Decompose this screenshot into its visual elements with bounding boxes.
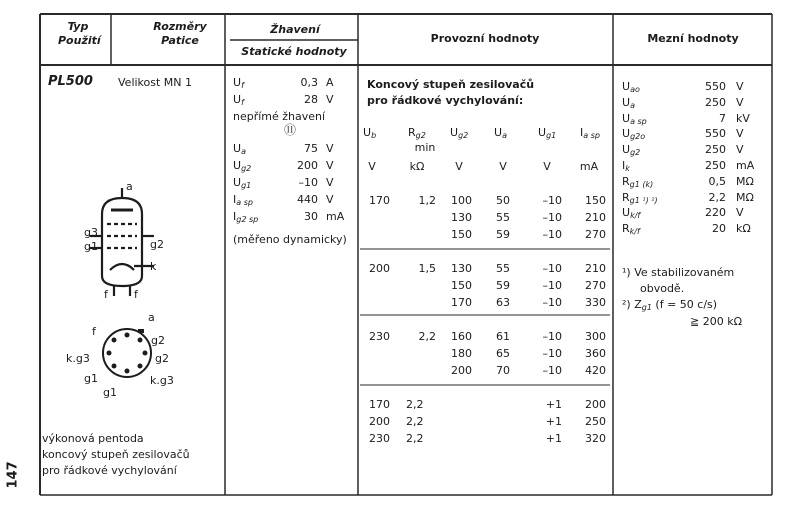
symbol-label-f1: f [104, 288, 108, 301]
socket-label-kg3-left: k.g3 [66, 352, 90, 365]
header-staticke: Statické hodnoty [241, 45, 347, 58]
op-header-rg2 [408, 126, 426, 139]
limit-symbol-letter: I [622, 159, 626, 172]
op-header-letter: I [580, 126, 584, 139]
op-cell-ug1: –10 [542, 364, 562, 377]
op-cell-ug2: 180 [451, 347, 472, 360]
op-header-ug2 [450, 126, 468, 139]
socket-label-g2-right: g2 [155, 352, 169, 365]
limits-note2-value: ≧ 200 kΩ [690, 315, 742, 328]
op-cell-ia: 300 [585, 330, 606, 343]
static-symbol-subscript: g2 [241, 164, 252, 173]
limit-unit: kV [736, 111, 750, 125]
heating-unit: A [326, 76, 334, 89]
limit-symbol-subscript: g1 ¹) ²) [629, 195, 658, 205]
static-unit: V [326, 176, 334, 189]
op-header-subscript: a [502, 131, 507, 140]
limit-symbol-letter: U [622, 143, 631, 157]
limit-symbol-subscript: a [630, 100, 635, 110]
limit-value: 550 [705, 127, 726, 141]
op-cell-ub: 170 [369, 194, 390, 207]
header-provozni: Provozní hodnoty [430, 32, 540, 45]
tube-description-1: výkonová pentoda [42, 432, 144, 445]
op-cell-last-ug1: +1 [545, 432, 562, 445]
op-cell-ua: 61 [496, 330, 510, 343]
limit-value: 0,5 [708, 174, 726, 188]
limit-unit: V [736, 143, 744, 157]
op-cell-rg2: 1,5 [418, 262, 436, 275]
limit-symbol [622, 159, 630, 172]
limit-unit: kΩ [736, 222, 751, 236]
op-cell-ug1: –10 [542, 211, 562, 224]
op-cell-rg2: 1,2 [418, 194, 436, 207]
op-header-letter: U [450, 126, 459, 139]
header-zhaveni: Žhavení [270, 23, 320, 36]
static-symbol [233, 159, 251, 172]
op-cell-last-ug1: +1 [545, 415, 562, 428]
static-value: 200 [297, 159, 318, 172]
op-cell-last-rg2: 2,2 [406, 432, 424, 445]
op-cell-ub: 230 [369, 330, 390, 343]
limit-value: 250 [705, 143, 726, 157]
heating-symbol [233, 76, 244, 89]
heating-value: 28 [304, 93, 318, 106]
op-cell-ia: 210 [585, 262, 606, 275]
op-cell-ug1: –10 [542, 228, 562, 241]
header-typ: Typ [67, 20, 89, 33]
op-header-letter: U [494, 126, 503, 139]
op-header-rg2-min: min [414, 141, 436, 154]
static-unit: V [326, 142, 334, 155]
op-header-letter: R [408, 126, 416, 139]
op-cell-ug1: –10 [542, 262, 562, 275]
static-symbol-subscript: a sp [236, 198, 253, 207]
op-cell-ug2: 200 [451, 364, 472, 377]
limit-symbol-letter: U [622, 80, 631, 93]
socket-label-g1: g1 [84, 372, 98, 385]
symbol-label-g3: g3 [84, 226, 98, 239]
tube-description-3: pro řádkové vychylování [42, 464, 177, 477]
operating-title-2: pro řádkové vychylování: [367, 94, 524, 107]
limit-value: 550 [705, 80, 726, 93]
op-cell-ub: 200 [369, 262, 390, 275]
heating-symbol-subscript: f [241, 98, 244, 107]
static-symbol [233, 176, 251, 189]
limit-symbol-letter: U [622, 111, 631, 125]
op-cell-ia: 330 [585, 296, 606, 309]
limit-value: 250 [705, 95, 726, 109]
limit-symbol [622, 96, 635, 109]
static-symbol-letter: U [233, 176, 242, 189]
op-cell-last-ub: 170 [369, 398, 390, 411]
static-symbol [233, 142, 246, 155]
heating-note: nepřímé žhavení [233, 110, 326, 123]
tube-description-2: koncový stupeň zesilovačů [42, 448, 190, 461]
op-cell-last-ug1: +1 [545, 398, 562, 411]
socket-label-a: a [148, 311, 155, 324]
limit-unit: V [736, 127, 744, 141]
heating-symbol [233, 93, 244, 106]
static-value: 75 [304, 142, 318, 155]
static-symbol-subscript: a [241, 147, 246, 156]
limit-symbol-letter: U [622, 206, 631, 220]
op-cell-ia: 210 [585, 211, 606, 224]
limits-note2 [622, 298, 717, 311]
header-pouziti: Použití [58, 34, 101, 47]
limit-symbol [622, 206, 640, 219]
op-cell-ia: 150 [585, 194, 606, 207]
op-cell-last-rg2: 2,2 [406, 398, 424, 411]
op-cell-last-ia: 200 [585, 398, 606, 411]
op-header-letter: U [538, 126, 547, 139]
limit-symbol-subscript: k [625, 164, 630, 173]
heating-symbol-letter: U [233, 93, 242, 106]
op-cell-ug2: 170 [451, 296, 472, 309]
note2-prefix: ²) Z [622, 298, 642, 311]
op-header-letter: U [363, 126, 372, 139]
heating-symbol-letter: U [233, 76, 242, 89]
op-cell-ua: 55 [496, 262, 510, 275]
op-cell-ua: 65 [496, 347, 510, 360]
static-symbol [233, 193, 253, 206]
heating-mark: ⑪ [284, 123, 297, 137]
static-unit: mA [326, 210, 345, 223]
limit-unit: mA [736, 159, 755, 172]
limit-symbol-subscript: g1 (k) [629, 179, 654, 189]
heating-value: 0,3 [300, 76, 318, 89]
limit-symbol-letter: R [622, 222, 630, 236]
op-unit-ug2: V [455, 160, 463, 173]
limit-symbol-subscript: k/f [629, 227, 640, 237]
op-cell-ia: 270 [585, 279, 606, 292]
op-cell-ug2: 100 [451, 194, 472, 207]
limit-value: 20 [712, 222, 726, 236]
limit-value: 250 [705, 159, 726, 172]
limit-symbol [622, 175, 653, 188]
limit-symbol-letter: U [622, 95, 631, 109]
op-header-subscript: b [371, 131, 377, 140]
op-unit-ub: V [368, 160, 376, 173]
op-cell-last-ia: 320 [585, 432, 606, 445]
static-unit: V [326, 159, 334, 172]
op-header-ug1 [538, 126, 556, 139]
limit-value: 2,2 [708, 190, 726, 204]
limit-symbol-subscript: g2o [630, 132, 646, 142]
op-unit-rg2: kΩ [409, 160, 425, 173]
limit-symbol [622, 80, 640, 93]
op-header-ua [494, 126, 507, 139]
limit-symbol-subscript: ao [630, 85, 640, 94]
op-cell-ug2: 150 [451, 279, 472, 292]
limit-unit: V [736, 95, 744, 109]
static-value: 440 [297, 193, 318, 206]
operating-title-1: Koncový stupeň zesilovačů [367, 78, 535, 91]
static-symbol-letter: I [233, 193, 237, 206]
op-header-subscript: a sp [583, 131, 600, 140]
op-cell-ug2: 150 [451, 228, 472, 241]
static-value: –10 [298, 176, 318, 189]
op-cell-ua: 50 [496, 194, 510, 207]
heating-symbol-subscript: f [241, 81, 244, 90]
limit-unit: MΩ [736, 174, 754, 188]
op-header-ia [580, 126, 600, 139]
limit-symbol-letter: R [622, 190, 630, 204]
symbol-label-f2: f [134, 288, 138, 301]
op-header-subscript: g2 [458, 131, 469, 140]
limit-symbol [622, 143, 640, 156]
static-symbol [233, 210, 258, 223]
op-cell-ia: 270 [585, 228, 606, 241]
op-cell-ug1: –10 [542, 279, 562, 292]
op-cell-ug1: –10 [542, 296, 562, 309]
static-unit: V [326, 193, 334, 206]
op-unit-ua: V [499, 160, 507, 173]
op-cell-ua: 59 [496, 228, 510, 241]
page-number: 147 [5, 461, 21, 489]
op-cell-last-rg2: 2,2 [406, 415, 424, 428]
limit-unit: V [736, 206, 744, 220]
socket-label-g2: g2 [151, 334, 165, 347]
limit-symbol [622, 222, 640, 235]
tube-size: Velikost MN 1 [118, 76, 193, 89]
socket-diagram [97, 323, 157, 383]
static-symbol-letter: U [233, 142, 242, 155]
symbol-label-a: a [126, 180, 133, 193]
header-patice: Patice [161, 34, 199, 47]
static-symbol-subscript: g2 sp [236, 215, 259, 224]
limit-unit: MΩ [736, 190, 754, 204]
symbol-label-g2: g2 [150, 238, 164, 251]
op-header-subscript: g1 [546, 131, 557, 140]
op-cell-ia: 420 [585, 364, 606, 377]
tube-type: PL500 [48, 74, 93, 89]
op-cell-ua: 70 [496, 364, 510, 377]
op-cell-ug1: –10 [542, 194, 562, 207]
op-cell-ug2: 130 [451, 211, 472, 224]
op-cell-ua: 63 [496, 296, 510, 309]
limit-symbol-subscript: g2 [630, 148, 641, 158]
op-header-ub [363, 126, 376, 139]
op-cell-ug1: –10 [542, 330, 562, 343]
limits-note1-line1: ¹) Ve stabilizovaném [622, 266, 735, 279]
note2-suffix: (f = 50 c/s) [655, 298, 718, 311]
op-header-subscript: g2 [415, 131, 426, 140]
socket-label-kg3-right: k.g3 [150, 374, 174, 387]
static-value: 30 [304, 210, 318, 223]
limit-symbol-letter: U [622, 127, 631, 141]
limit-symbol [622, 191, 658, 204]
op-cell-rg2: 2,2 [418, 330, 436, 343]
limit-value: 220 [705, 206, 726, 220]
limit-symbol [622, 112, 647, 125]
limit-symbol-letter: R [622, 174, 630, 188]
limits-note1-line2: obvodě. [640, 282, 685, 295]
op-cell-ug2: 130 [451, 262, 472, 275]
limit-unit: V [736, 80, 744, 93]
op-unit-ug1: V [543, 160, 551, 173]
socket-label-f: f [92, 325, 96, 338]
symbol-label-k: k [150, 260, 157, 273]
heating-unit: V [326, 93, 334, 106]
op-cell-last-ub: 200 [369, 415, 390, 428]
static-note: (měřeno dynamicky) [233, 233, 347, 246]
op-unit-ia: mA [579, 160, 599, 173]
limit-symbol-subscript: a sp [630, 116, 647, 126]
header-rozmery: Rozměry [153, 20, 207, 33]
static-symbol-letter: U [233, 159, 242, 172]
op-cell-ua: 55 [496, 211, 510, 224]
header-mezni: Mezní hodnoty [647, 32, 739, 45]
static-symbol-letter: I [233, 210, 237, 223]
static-symbol-subscript: g1 [241, 181, 252, 190]
limit-value: 7 [719, 111, 726, 125]
limit-symbol-subscript: k/f [630, 211, 641, 221]
op-cell-last-ub: 230 [369, 432, 390, 445]
op-cell-last-ia: 250 [585, 415, 606, 428]
symbol-label-g1: g1 [84, 240, 98, 253]
op-cell-ug2: 160 [451, 330, 472, 343]
op-cell-ia: 360 [585, 347, 606, 360]
limit-symbol [622, 127, 645, 140]
op-cell-ua: 59 [496, 279, 510, 292]
op-cell-ug1: –10 [542, 347, 562, 360]
note2-sub: g1 [641, 303, 652, 312]
socket-label-g1-bottom: g1 [103, 386, 117, 399]
